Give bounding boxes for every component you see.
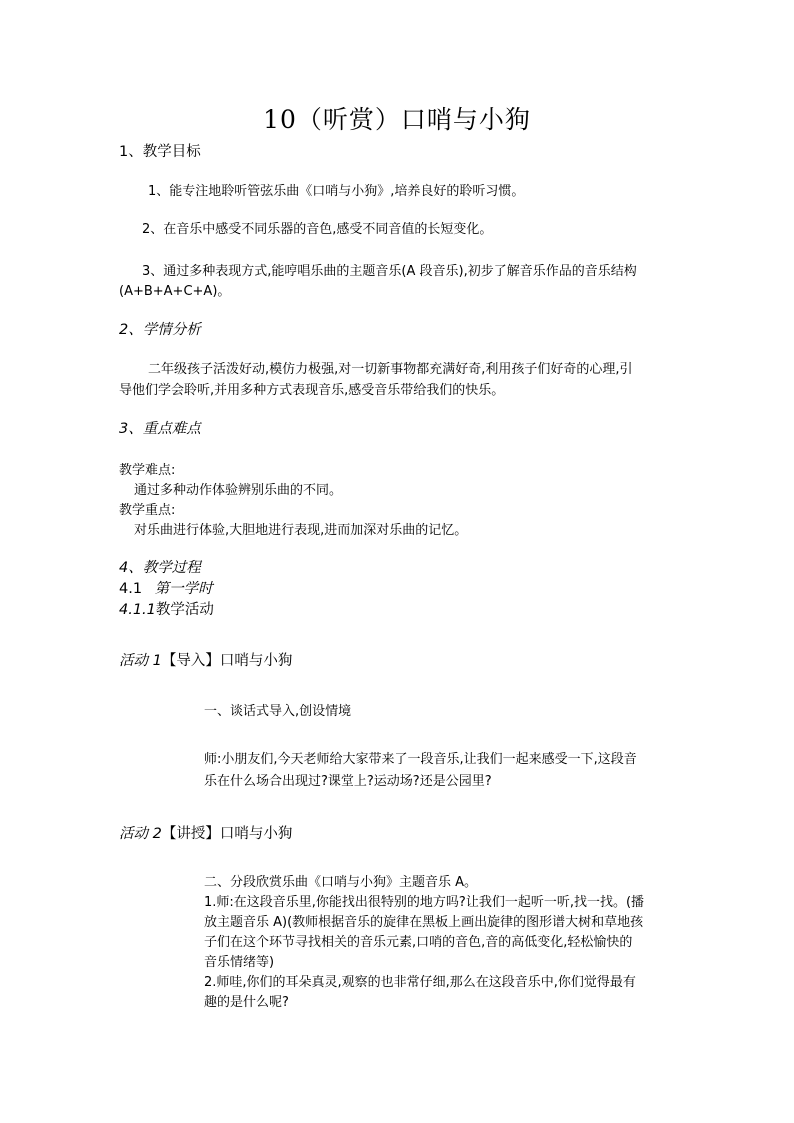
activity-2-line-4: 子们在这个环节寻找相关的音乐元素,口哨的音色,音的高低变化,轻松愉快的 xyxy=(204,935,633,950)
analysis-line-2: 导他们学会聆听,并用多种方式表现音乐,感受音乐带给我们的快乐。 xyxy=(119,383,505,398)
activity-1-heading xyxy=(119,649,292,670)
activity-2-line-5: 音乐情绪等) xyxy=(204,955,275,970)
subsection-4-1-number: 4.1 xyxy=(119,581,143,597)
activity-1-name: 口哨与小狗 xyxy=(219,653,293,669)
difficulty-label: 教学难点: xyxy=(119,463,176,478)
subsection-4-1-1-title: 教学活动 xyxy=(155,602,214,618)
activity-2-tag: 【讲授】 xyxy=(161,826,220,842)
objective-item-2: 2、在音乐中感受不同乐器的音色,感受不同音值的长短变化。 xyxy=(142,222,493,237)
key-point-label: 教学重点: xyxy=(119,503,176,518)
activity-1-tag: 【导入】 xyxy=(161,653,220,669)
section-heading-process: 4、教学过程 xyxy=(119,560,201,576)
activity-2-line-7: 趣的是什么呢? xyxy=(204,995,289,1010)
activity-2-line-2: 1.师:在这段音乐里,你能找出很特别的地方吗?让我们一起听一听,找一找。(播 xyxy=(204,895,645,910)
activity-2-line-3: 放主题音乐 A)(教师根据音乐的旋律在黑板上画出旋律的图形谱大树和草地孩 xyxy=(204,915,644,930)
activity-2-label: 活动 2 xyxy=(119,826,162,842)
subsection-4-1-1-number: 4.1.1 xyxy=(119,602,156,618)
subsection-4-1-1 xyxy=(119,598,214,619)
activity-2-line-6: 2.师哇,你们的耳朵真灵,观察的也非常仔细,那么在这段音乐中,你们觉得最有 xyxy=(204,975,636,990)
document-title: 10（听赏）口哨与小狗 xyxy=(263,105,531,134)
subsection-4-1 xyxy=(119,577,213,598)
key-point-text: 对乐曲进行体验,大胆地进行表现,进而加深对乐曲的记忆。 xyxy=(134,523,468,538)
section-heading-key-points: 3、重点难点 xyxy=(119,421,201,437)
activity-1-subheading: 一、谈话式导入,创设情境 xyxy=(204,704,352,719)
activity-1-line-1: 师:小朋友们,今天老师给大家带来了一段音乐,让我们一起来感受一下,这段音 xyxy=(204,752,637,767)
analysis-line-1: 二年级孩子活泼好动,模仿力极强,对一切新事物都充满好奇,利用孩子们好奇的心理,引 xyxy=(148,362,633,377)
activity-2-name: 口哨与小狗 xyxy=(219,826,293,842)
objective-item-3: 3、通过多种表现方式,能哼唱乐曲的主题音乐(A 段音乐),初步了解音乐作品的音乐结构 xyxy=(142,264,637,279)
activity-2-heading xyxy=(119,822,292,843)
section-heading-objectives: 1、教学目标 xyxy=(119,144,201,160)
objective-item-1: 1、能专注地聆听管弦乐曲《口哨与小狗》,培养良好的聆听习惯。 xyxy=(148,184,525,199)
activity-1-label: 活动 1 xyxy=(119,653,162,669)
activity-1-line-2: 乐在什么场合出现过?课堂上?运动场?还是公园里? xyxy=(204,774,492,789)
activity-2-line-1: 二、分段欣赏乐曲《口哨与小狗》主题音乐 A。 xyxy=(204,875,478,890)
difficulty-text: 通过多种动作体验辨别乐曲的不同。 xyxy=(134,483,343,498)
objective-item-3-continued: (A+B+A+C+A)。 xyxy=(119,284,231,299)
section-heading-analysis: 2、学情分析 xyxy=(119,322,201,338)
subsection-4-1-title: 第一学时 xyxy=(154,581,213,597)
